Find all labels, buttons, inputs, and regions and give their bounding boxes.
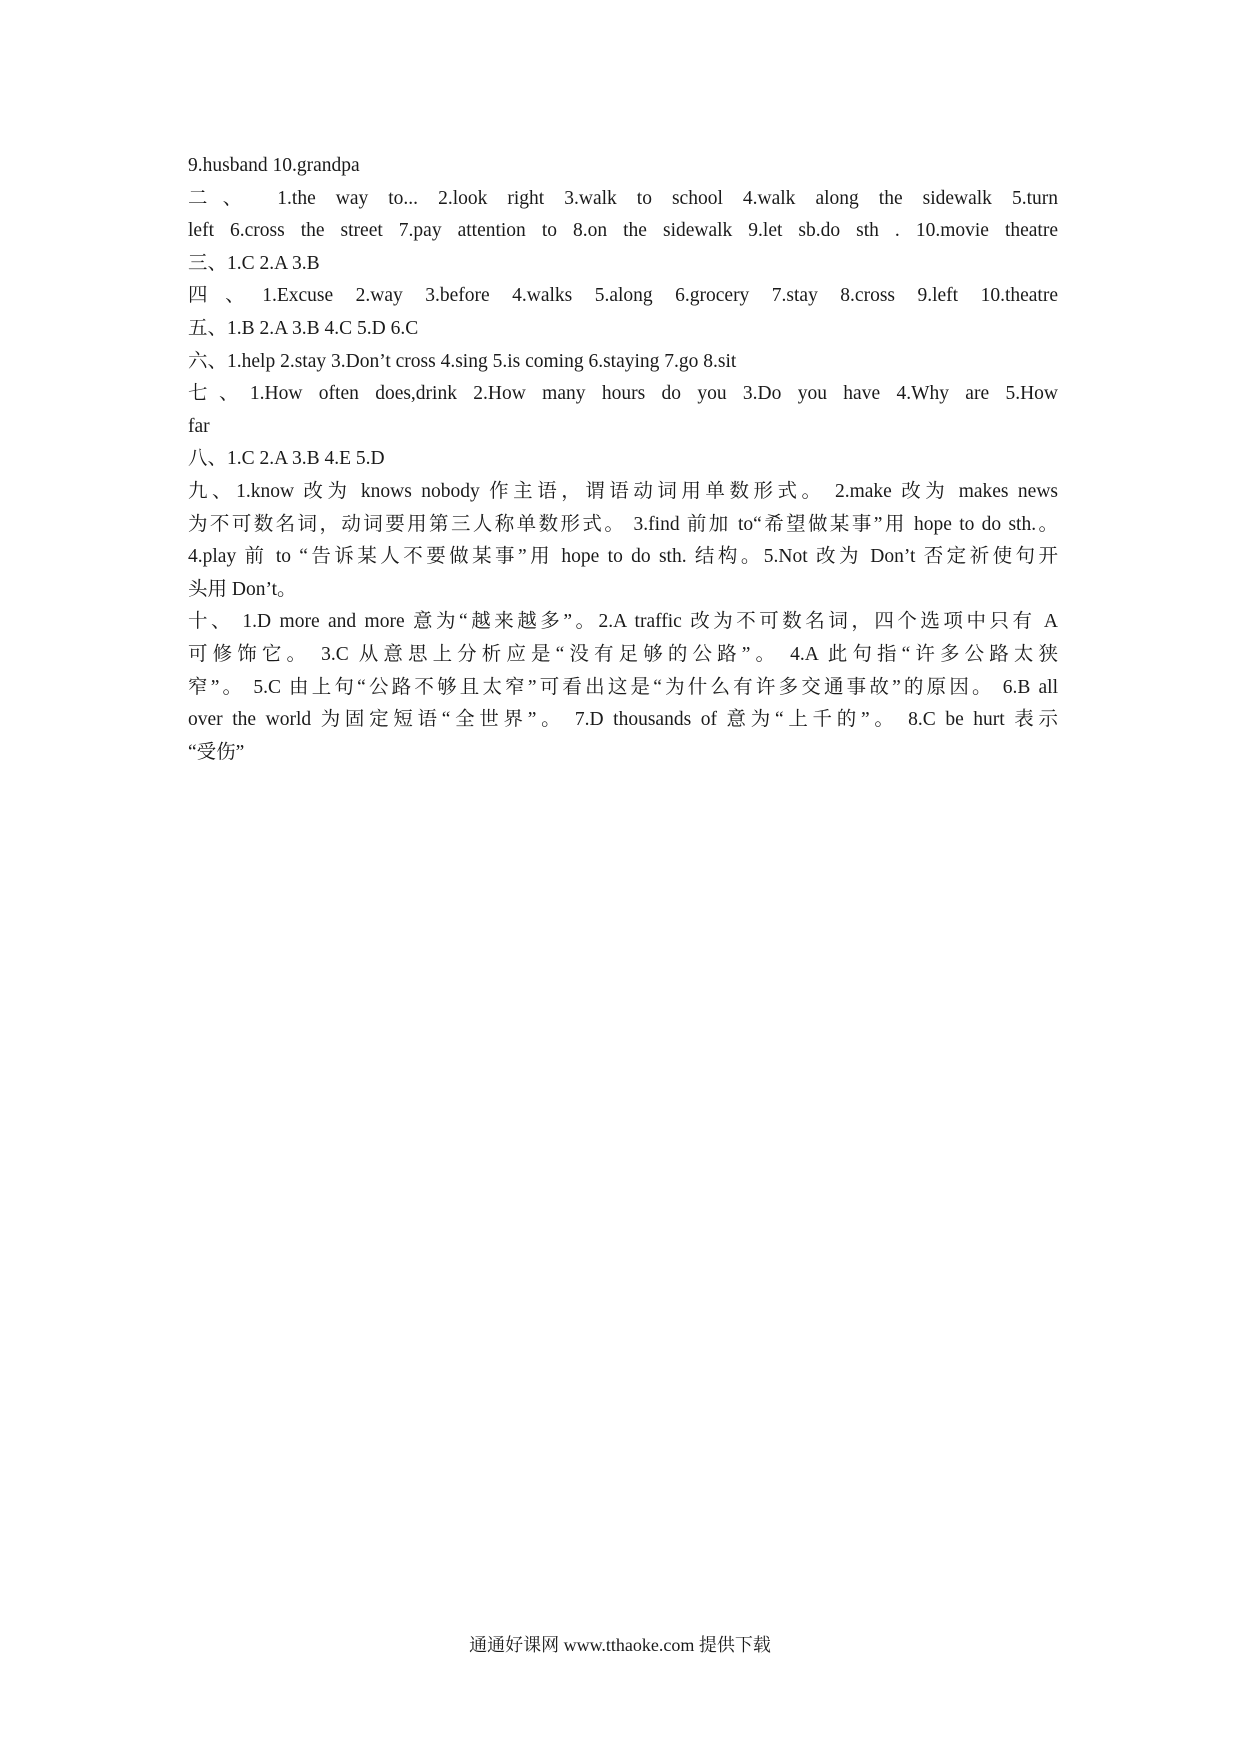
answer-line: far	[188, 415, 210, 437]
answer-line: 五、1.B 2.A 3.B 4.C 5.D 6.C	[188, 317, 419, 339]
answer-line: 二、 1.the way to... 2.look right 3.walk to school 4.walk along the sidewalk 5.turn	[188, 187, 1058, 209]
answer-key-body	[188, 150, 1058, 769]
answer-line: 四、1.Excuse 2.way 3.before 4.walks 5.along 6.grocery 7.stay 8.cross 9.left 10.theatre	[188, 285, 1058, 307]
answer-line: 9.husband 10.grandpa	[188, 155, 360, 176]
answer-line: “受伤”	[188, 741, 245, 763]
answer-line: 六、1.help 2.stay 3.Don’t cross 4.sing 5.is coming 6.staying 7.go 8.sit	[188, 350, 737, 372]
page-footer: 通通好课网 www.tthaoke.com 提供下载	[469, 1635, 771, 1655]
answer-line: left 6.cross the street 7.pay attention to 8.on the sidewalk 9.let sb.do sth . 10.movie theatre	[188, 220, 1058, 242]
answer-line: over the world 为固定短语“全世界”。 7.D thousands of 意为“上千的”。 8.C be hurt 表示	[188, 709, 1058, 731]
answer-line: 头用 Don’t。	[188, 578, 297, 600]
answer-line: 4.play 前 to “告诉某人不要做某事”用 hope to do sth. 结构。5.Not 改为 Don’t 否定祈使句开	[188, 546, 1058, 568]
answer-line: 七、1.How often does,drink 2.How many hours do you 3.Do you have 4.Why are 5.How	[188, 383, 1058, 405]
answer-line: 三、1.C 2.A 3.B	[188, 252, 320, 274]
answer-line: 窄”。 5.C 由上句“公路不够且太窄”可看出这是“为什么有许多交通事故”的原因。 6.B all	[188, 676, 1058, 698]
answer-line: 可修饰它。 3.C 从意思上分析应是“没有足够的公路”。 4.A 此句指“许多公路太狭	[188, 643, 1058, 665]
answer-line: 九、1.know 改为 knows nobody 作主语，谓语动词用单数形式。 2.make 改为 makes news	[188, 480, 1058, 502]
answer-line: 十、 1.D more and more 意为“越来越多”。2.A traffic 改为不可数名词，四个选项中只有 A	[188, 611, 1058, 633]
answer-line: 为不可数名词，动词要用第三人称单数形式。 3.find 前加 to“希望做某事”用 hope to do sth.。	[188, 513, 1058, 535]
answer-line: 八、1.C 2.A 3.B 4.E 5.D	[188, 448, 385, 470]
